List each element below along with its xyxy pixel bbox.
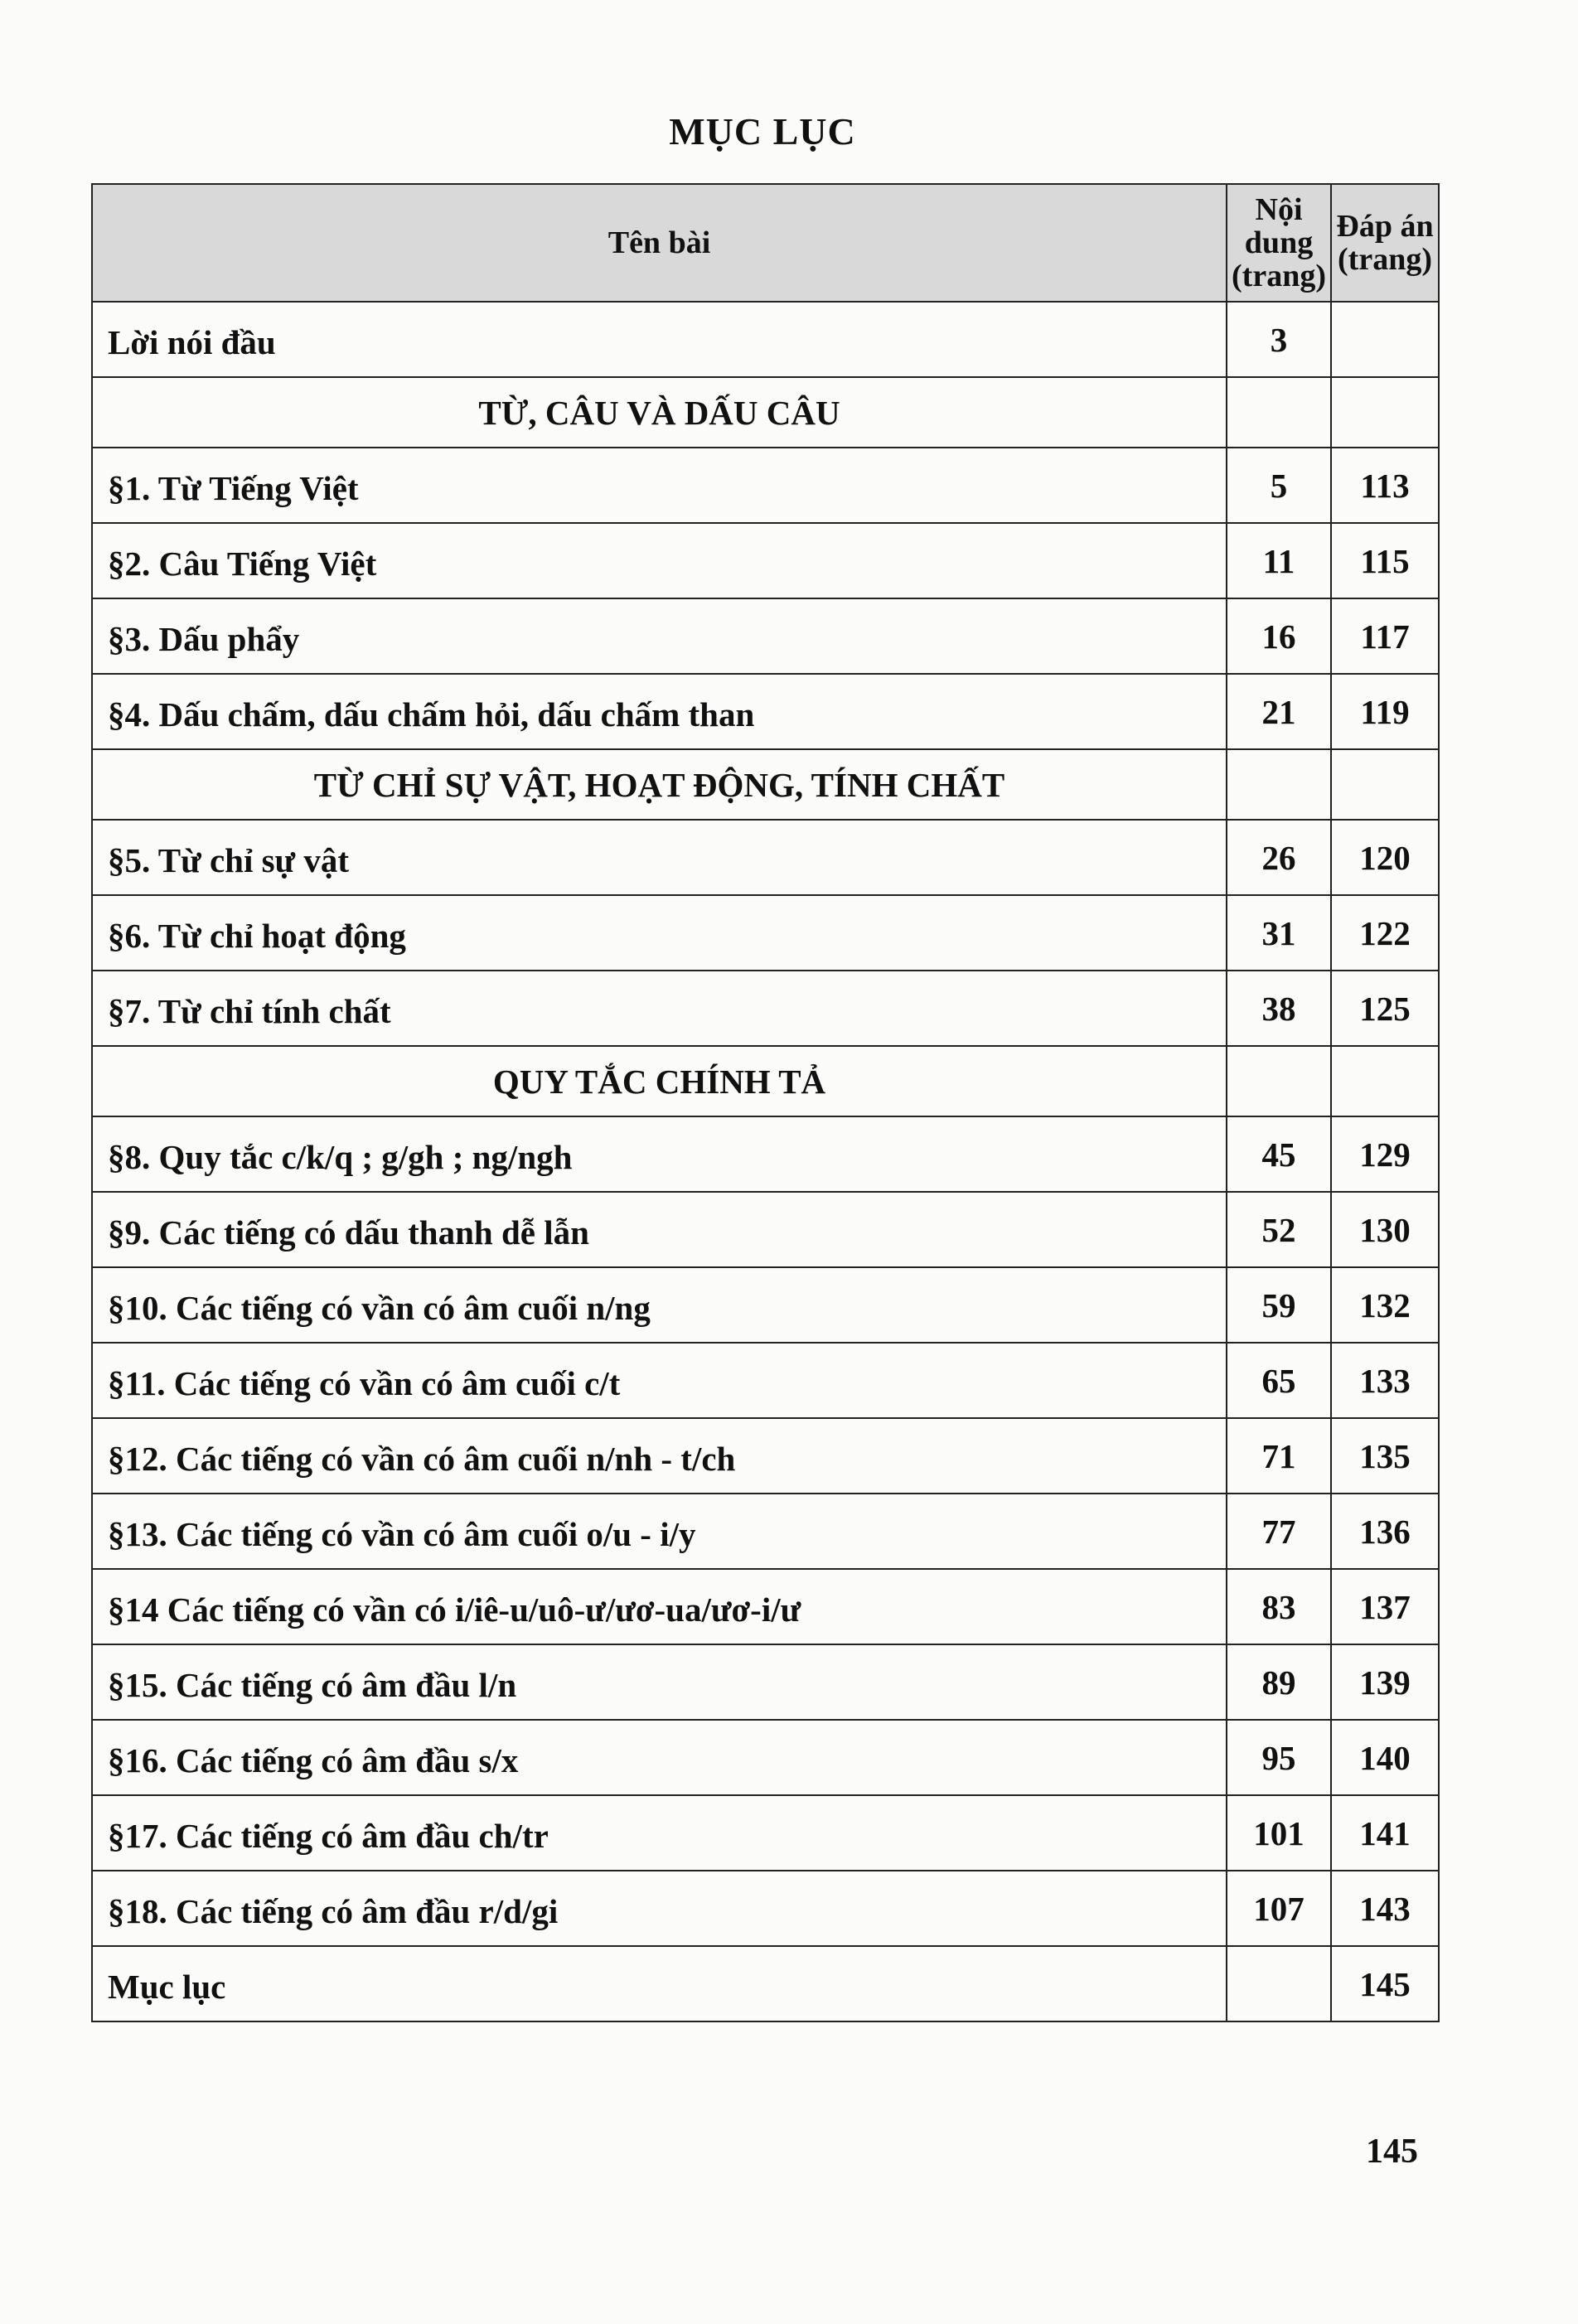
lesson-name: §10. Các tiếng có vần có âm cuối n/ng (92, 1267, 1227, 1343)
content-page: 59 (1227, 1267, 1331, 1343)
table-row (92, 1192, 1439, 1267)
table-row (92, 895, 1439, 971)
content-page: 101 (1227, 1795, 1331, 1871)
answer-page: 140 (1331, 1720, 1439, 1795)
answer-page (1331, 749, 1439, 820)
page-title: MỤC LỤC (669, 110, 856, 153)
answer-page (1331, 302, 1439, 377)
table-row (92, 1946, 1439, 2021)
content-page: 16 (1227, 598, 1331, 674)
content-page: 95 (1227, 1720, 1331, 1795)
table-row (92, 448, 1439, 523)
content-page: 21 (1227, 674, 1331, 749)
table-row (92, 674, 1439, 749)
table-of-contents (91, 183, 1440, 2022)
answer-page: 129 (1331, 1116, 1439, 1192)
table-row (92, 1720, 1439, 1795)
answer-page (1331, 1046, 1439, 1116)
lesson-name: §7. Từ chỉ tính chất (92, 971, 1227, 1046)
lesson-name: §11. Các tiếng có vần có âm cuối c/t (92, 1343, 1227, 1418)
answer-page (1331, 377, 1439, 448)
lesson-name: §12. Các tiếng có vần có âm cuối n/nh - t/ch (92, 1418, 1227, 1494)
answer-page: 143 (1331, 1871, 1439, 1946)
content-page: 89 (1227, 1644, 1331, 1720)
table-row (92, 1116, 1439, 1192)
content-page: 83 (1227, 1569, 1331, 1644)
content-page: 71 (1227, 1418, 1331, 1494)
lesson-name: §18. Các tiếng có âm đầu r/d/gi (92, 1871, 1227, 1946)
content-page: 11 (1227, 523, 1331, 598)
answer-page: 135 (1331, 1418, 1439, 1494)
answer-page: 133 (1331, 1343, 1439, 1418)
lesson-name: TỪ CHỈ SỰ VẬT, HOẠT ĐỘNG, TÍNH CHẤT (92, 749, 1227, 820)
lesson-name: §9. Các tiếng có dấu thanh dễ lẫn (92, 1192, 1227, 1267)
lesson-name: Mục lục (92, 1946, 1227, 2021)
lesson-name: Lời nói đầu (92, 302, 1227, 377)
lesson-name: §2. Câu Tiếng Việt (92, 523, 1227, 598)
content-page: 107 (1227, 1871, 1331, 1946)
lesson-name: §5. Từ chỉ sự vật (92, 820, 1227, 895)
header-answer-page: Đáp án (trang) (1331, 184, 1439, 302)
lesson-name: §1. Từ Tiếng Việt (92, 448, 1227, 523)
lesson-name: §4. Dấu chấm, dấu chấm hỏi, dấu chấm than (92, 674, 1227, 749)
answer-page: 139 (1331, 1644, 1439, 1720)
section-row (92, 749, 1439, 820)
lesson-name: §6. Từ chỉ hoạt động (92, 895, 1227, 971)
answer-page: 115 (1331, 523, 1439, 598)
answer-page: 120 (1331, 820, 1439, 895)
answer-page: 125 (1331, 971, 1439, 1046)
content-page: 3 (1227, 302, 1331, 377)
table-row (92, 1494, 1439, 1569)
answer-page: 119 (1331, 674, 1439, 749)
lesson-name: §14 Các tiếng có vần có i/iê-u/uô-ư/ươ-ua/ươ-i/ư (92, 1569, 1227, 1644)
content-page: 5 (1227, 448, 1331, 523)
lesson-name: §8. Quy tắc c/k/q ; g/gh ; ng/ngh (92, 1116, 1227, 1192)
lesson-name: §13. Các tiếng có vần có âm cuối o/u - i/y (92, 1494, 1227, 1569)
section-row (92, 1046, 1439, 1116)
answer-page: 117 (1331, 598, 1439, 674)
table-row (92, 598, 1439, 674)
table-row (92, 1871, 1439, 1946)
table-row (92, 1569, 1439, 1644)
content-page: 31 (1227, 895, 1331, 971)
header-lesson-name: Tên bài (92, 184, 1227, 302)
lesson-name: TỪ, CÂU VÀ DẤU CÂU (92, 377, 1227, 448)
lesson-name: §15. Các tiếng có âm đầu l/n (92, 1644, 1227, 1720)
table-row (92, 820, 1439, 895)
answer-page: 122 (1331, 895, 1439, 971)
section-row (92, 377, 1439, 448)
content-page (1227, 1946, 1331, 2021)
answer-page: 113 (1331, 448, 1439, 523)
content-page: 52 (1227, 1192, 1331, 1267)
content-page: 26 (1227, 820, 1331, 895)
page-number: 145 (1366, 2133, 1418, 2171)
content-page: 65 (1227, 1343, 1331, 1418)
table-row (92, 1795, 1439, 1871)
content-page: 77 (1227, 1494, 1331, 1569)
table-row (92, 1644, 1439, 1720)
content-page (1227, 749, 1331, 820)
answer-page: 137 (1331, 1569, 1439, 1644)
content-page (1227, 377, 1331, 448)
table-row (92, 1343, 1439, 1418)
answer-page: 130 (1331, 1192, 1439, 1267)
content-page (1227, 1046, 1331, 1116)
table-row (92, 971, 1439, 1046)
answer-page: 145 (1331, 1946, 1439, 2021)
table-row (92, 1267, 1439, 1343)
table-row (92, 302, 1439, 377)
lesson-name: §17. Các tiếng có âm đầu ch/tr (92, 1795, 1227, 1871)
table-header (92, 184, 1439, 302)
table-row (92, 1418, 1439, 1494)
header-content-page: Nội dung (trang) (1227, 184, 1331, 302)
lesson-name: §3. Dấu phẩy (92, 598, 1227, 674)
answer-page: 141 (1331, 1795, 1439, 1871)
answer-page: 132 (1331, 1267, 1439, 1343)
answer-page: 136 (1331, 1494, 1439, 1569)
table-row (92, 523, 1439, 598)
lesson-name: §16. Các tiếng có âm đầu s/x (92, 1720, 1227, 1795)
content-page: 38 (1227, 971, 1331, 1046)
content-page: 45 (1227, 1116, 1331, 1192)
lesson-name: QUY TẮC CHÍNH TẢ (92, 1046, 1227, 1116)
